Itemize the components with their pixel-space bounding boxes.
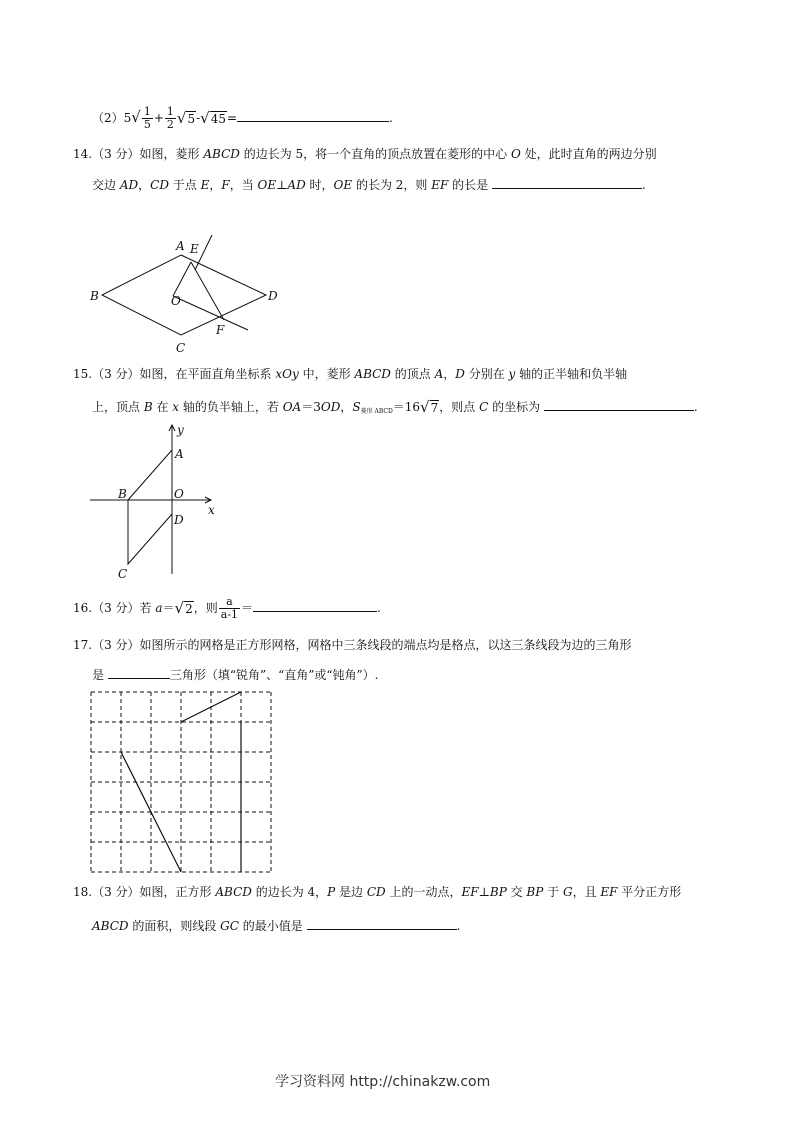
answer-blank[interactable] xyxy=(237,109,389,122)
fraction: $\frac{1}{5}$ xyxy=(143,105,151,131)
answer-blank[interactable] xyxy=(544,398,694,411)
line-of-extended xyxy=(173,296,248,330)
label-e: E xyxy=(190,242,199,256)
label-f: F xyxy=(216,323,225,337)
q15-line1: 15.（3 分）如图，在平面直角坐标系 xOy 中，菱形 ABCD 的顶点 A，D 分别在 y 轴的正半轴和负半轴 xyxy=(73,367,628,381)
label-a: A xyxy=(175,447,184,461)
radical: √ $\frac{1}{5}$ xyxy=(131,105,151,131)
answer-blank[interactable] xyxy=(253,599,377,612)
answer-blank[interactable] xyxy=(307,917,457,930)
label-c: C xyxy=(176,341,186,355)
label-o: O xyxy=(171,294,181,308)
label-d: D xyxy=(268,289,278,303)
radical: √45 xyxy=(200,109,227,127)
rhombus-figure-q14 xyxy=(88,228,288,358)
q14-line2: 交边 AD，CD 于点 E，F，当 OE⊥AD 时，OE 的长为 2，则 EF 的长是 . xyxy=(92,178,646,192)
label-b: B xyxy=(118,487,127,501)
dashed-grid xyxy=(91,692,271,872)
grid-figure-q17 xyxy=(90,690,280,880)
segment-oe xyxy=(173,262,191,296)
radical: √2 xyxy=(174,599,193,617)
radical: √7 xyxy=(420,398,439,416)
q17-line1: 17.（3 分）如图所示的网格是正方形网格，网格中三条线段的端点均是格点，以这三条线段为边的三角形 xyxy=(73,638,632,652)
q17-line2: 是 三角形（填“锐角”、“直角”或“钝角”）. xyxy=(92,668,379,682)
coordinate-figure-q15 xyxy=(88,424,228,584)
rhombus-abcd xyxy=(102,255,266,335)
label-b: B xyxy=(90,289,99,303)
label-x: x xyxy=(208,503,215,517)
fraction: $\frac{1}{2}$ xyxy=(166,105,174,131)
label-y: y xyxy=(177,423,184,437)
q13-part2: （2）5√ $\frac{1}{5}$ + $\frac{1}{2}$ √5-√45= . xyxy=(92,105,393,131)
rhombus-abcd xyxy=(128,450,172,564)
q18-line2: ABCD 的面积，则线段 GC 的最小值是 . xyxy=(92,919,461,933)
radical: √5 xyxy=(176,109,196,127)
segment-1 xyxy=(181,692,241,722)
answer-blank[interactable] xyxy=(108,666,170,679)
footer-watermark: 学习资料网 http://chinakzw.com xyxy=(275,1074,491,1090)
label-c: C xyxy=(118,567,128,581)
label-a: A xyxy=(176,239,185,253)
q15-line2: 上，顶点 B 在 x 轴的负半轴上，若 OA＝3OD，$S_{菱形 ABCD}=16√7$，则点 C 的坐标为 . xyxy=(92,398,698,416)
q16-line: 16.（3 分）若 a＝√2，则 $\frac{a}{a-1}$ ＝ . xyxy=(73,595,381,621)
label-d: D xyxy=(174,513,184,527)
q14-line1: 14.（3 分）如图，菱形 ABCD 的边长为 5，将一个直角的顶点放置在菱形的中心 O 处，此时直角的两边分别 xyxy=(73,147,657,161)
answer-blank[interactable] xyxy=(492,176,642,189)
q18-line1: 18.（3 分）如图，正方形 ABCD 的边长为 4，P 是边 CD 上的一动点，EF⊥BP 交 BP 于 G，且 EF 平分正方形 xyxy=(73,885,682,899)
label-o: O xyxy=(174,487,184,501)
fraction: $\frac{a}{a-1}$ xyxy=(220,595,239,621)
